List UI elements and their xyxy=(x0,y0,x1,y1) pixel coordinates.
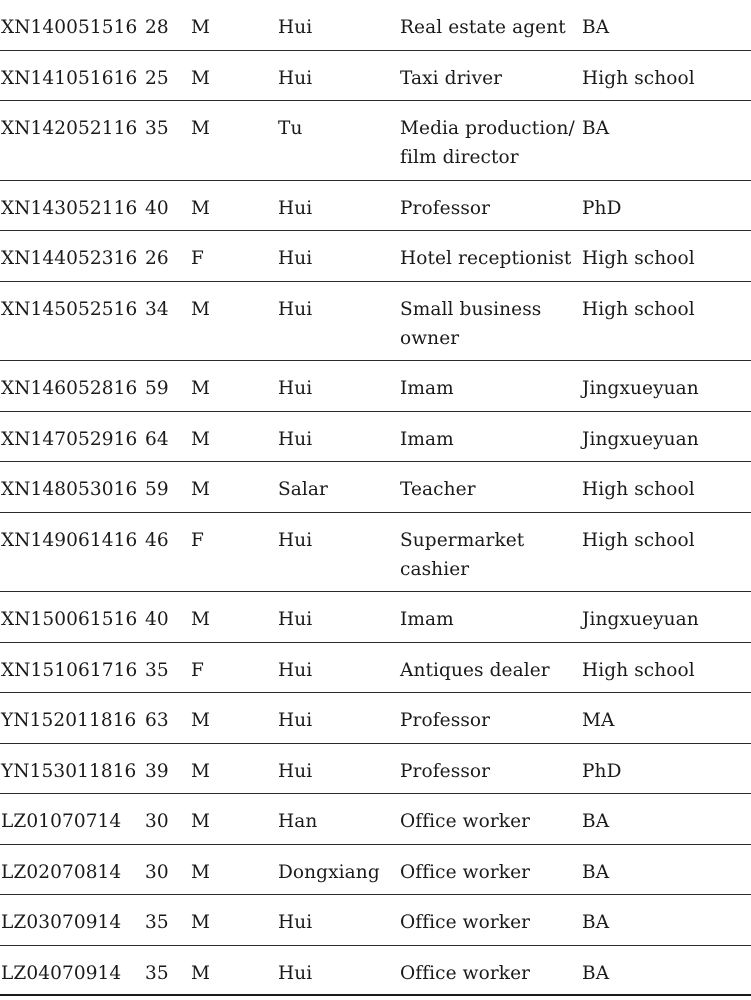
cell-age: 30 xyxy=(145,861,169,883)
cell-sex: M xyxy=(191,378,211,399)
cell-id: YN152011816 xyxy=(1,710,137,731)
table-row xyxy=(0,693,751,744)
cell-education: BA xyxy=(582,811,610,832)
table-row xyxy=(0,181,751,232)
cell-age: 34 xyxy=(145,298,169,320)
cell-sex: M xyxy=(191,760,211,782)
cell-occupation: Real estate agent xyxy=(400,17,566,38)
table-row xyxy=(0,282,751,362)
cell-age: 40 xyxy=(145,609,169,630)
cell-occupation: Office worker xyxy=(400,912,531,933)
cell-occupation: Professor xyxy=(400,710,491,731)
cell-id: XN144052316 xyxy=(1,248,138,269)
cell-occupation: Imam xyxy=(400,609,454,630)
cell-sex: M xyxy=(191,861,211,883)
cell-occupation: Antiques dealer xyxy=(400,659,550,681)
cell-ethnicity: Hui xyxy=(278,428,313,450)
cell-id: XN146052816 xyxy=(1,378,138,399)
cell-id: XN140051516 xyxy=(1,17,138,38)
cell-age: 30 xyxy=(145,811,169,832)
cell-education: PhD xyxy=(582,197,622,219)
table-row xyxy=(0,361,751,412)
cell-occupation: Hotel receptionist xyxy=(400,248,572,269)
table-row xyxy=(0,101,751,181)
cell-id: XN145052516 xyxy=(1,298,138,320)
cell-age: 59 xyxy=(145,378,169,399)
cell-age: 28 xyxy=(145,17,169,38)
cell-education: High school xyxy=(582,529,695,551)
cell-occupation: Office worker xyxy=(400,811,531,832)
cell-sex: F xyxy=(191,529,204,551)
table-row xyxy=(0,643,751,694)
table-row xyxy=(0,845,751,896)
cell-id: YN153011816 xyxy=(1,760,137,782)
cell-occupation: Professor xyxy=(400,760,491,782)
cell-education: High school xyxy=(582,479,695,500)
table-row xyxy=(0,231,751,282)
cell-age: 59 xyxy=(145,479,169,500)
cell-age: 35 xyxy=(145,118,169,139)
cell-ethnicity: Hui xyxy=(278,248,313,269)
cell-ethnicity: Hui xyxy=(278,912,313,933)
cell-education: High school xyxy=(582,67,695,89)
cell-education: High school xyxy=(582,298,695,320)
cell-occupation: Supermarket cashier xyxy=(400,529,525,580)
cell-id: XN150061516 xyxy=(1,609,138,630)
cell-education: BA xyxy=(582,118,610,139)
cell-ethnicity: Hui xyxy=(278,67,313,89)
cell-id: XN148053016 xyxy=(1,479,138,500)
cell-occupation: Imam xyxy=(400,428,454,450)
cell-age: 26 xyxy=(145,248,169,269)
cell-ethnicity: Hui xyxy=(278,760,313,782)
cell-sex: M xyxy=(191,609,211,630)
cell-education: BA xyxy=(582,861,610,883)
cell-age: 40 xyxy=(145,197,169,219)
cell-ethnicity: Salar xyxy=(278,479,328,500)
cell-occupation: Office worker xyxy=(400,861,531,883)
cell-sex: M xyxy=(191,428,211,450)
cell-id: LZ02070814 xyxy=(1,861,122,883)
cell-id: XN147052916 xyxy=(1,428,138,450)
cell-occupation: Office worker xyxy=(400,962,531,984)
cell-sex: M xyxy=(191,298,211,320)
cell-sex: M xyxy=(191,811,211,832)
cell-ethnicity: Dongxiang xyxy=(278,861,380,883)
cell-ethnicity: Hui xyxy=(278,298,313,320)
cell-ethnicity: Hui xyxy=(278,659,313,681)
cell-ethnicity: Tu xyxy=(278,118,303,139)
cell-education: Jingxueyuan xyxy=(582,378,699,399)
table-row xyxy=(0,946,751,997)
table-row xyxy=(0,744,751,795)
table-row xyxy=(0,895,751,946)
cell-occupation: Teacher xyxy=(400,479,476,500)
cell-id: LZ03070914 xyxy=(1,912,122,933)
cell-id: LZ04070914 xyxy=(1,962,122,984)
cell-age: 35 xyxy=(145,912,169,933)
table-row xyxy=(0,412,751,463)
cell-id: XN143052116 xyxy=(1,197,138,219)
cell-age: 25 xyxy=(145,67,169,89)
cell-education: Jingxueyuan xyxy=(582,609,699,630)
cell-occupation: Taxi driver xyxy=(400,67,503,89)
cell-ethnicity: Hui xyxy=(278,378,313,399)
cell-age: 39 xyxy=(145,760,169,782)
cell-education: BA xyxy=(582,17,610,38)
cell-id: XN142052116 xyxy=(1,118,138,139)
cell-occupation: Imam xyxy=(400,378,454,399)
cell-education: High school xyxy=(582,659,695,681)
table-row xyxy=(0,0,751,51)
cell-sex: M xyxy=(191,197,211,219)
cell-ethnicity: Hui xyxy=(278,609,313,630)
cell-age: 63 xyxy=(145,710,169,731)
cell-ethnicity: Hui xyxy=(278,710,313,731)
cell-occupation: Small business owner xyxy=(400,298,542,349)
cell-age: 46 xyxy=(145,529,169,551)
table-row xyxy=(0,592,751,643)
cell-id: LZ01070714 xyxy=(1,811,122,832)
table-row xyxy=(0,794,751,845)
cell-sex: M xyxy=(191,710,211,731)
cell-sex: M xyxy=(191,912,211,933)
cell-ethnicity: Hui xyxy=(278,197,313,219)
cell-sex: F xyxy=(191,248,204,269)
cell-education: High school xyxy=(582,248,695,269)
cell-id: XN141051616 xyxy=(1,67,138,89)
cell-sex: F xyxy=(191,659,204,681)
cell-id: XN151061716 xyxy=(1,659,138,681)
cell-education: BA xyxy=(582,912,610,933)
cell-sex: M xyxy=(191,962,211,984)
cell-ethnicity: Han xyxy=(278,811,318,832)
table-row xyxy=(0,513,751,593)
cell-age: 35 xyxy=(145,659,169,681)
cell-age: 64 xyxy=(145,428,169,450)
cell-education: BA xyxy=(582,962,610,984)
cell-sex: M xyxy=(191,118,211,139)
cell-education: MA xyxy=(582,710,615,731)
cell-occupation: Professor xyxy=(400,197,491,219)
cell-sex: M xyxy=(191,479,211,500)
cell-id: XN149061416 xyxy=(1,529,138,551)
table-row xyxy=(0,51,751,102)
cell-education: Jingxueyuan xyxy=(582,428,699,450)
cell-ethnicity: Hui xyxy=(278,529,313,551)
cell-age: 35 xyxy=(145,962,169,984)
cell-sex: M xyxy=(191,17,211,38)
cell-ethnicity: Hui xyxy=(278,962,313,984)
cell-ethnicity: Hui xyxy=(278,17,313,38)
cell-education: PhD xyxy=(582,760,622,782)
cell-occupation: Media production/ film director xyxy=(400,118,575,168)
table-row xyxy=(0,462,751,513)
cell-sex: M xyxy=(191,67,211,89)
